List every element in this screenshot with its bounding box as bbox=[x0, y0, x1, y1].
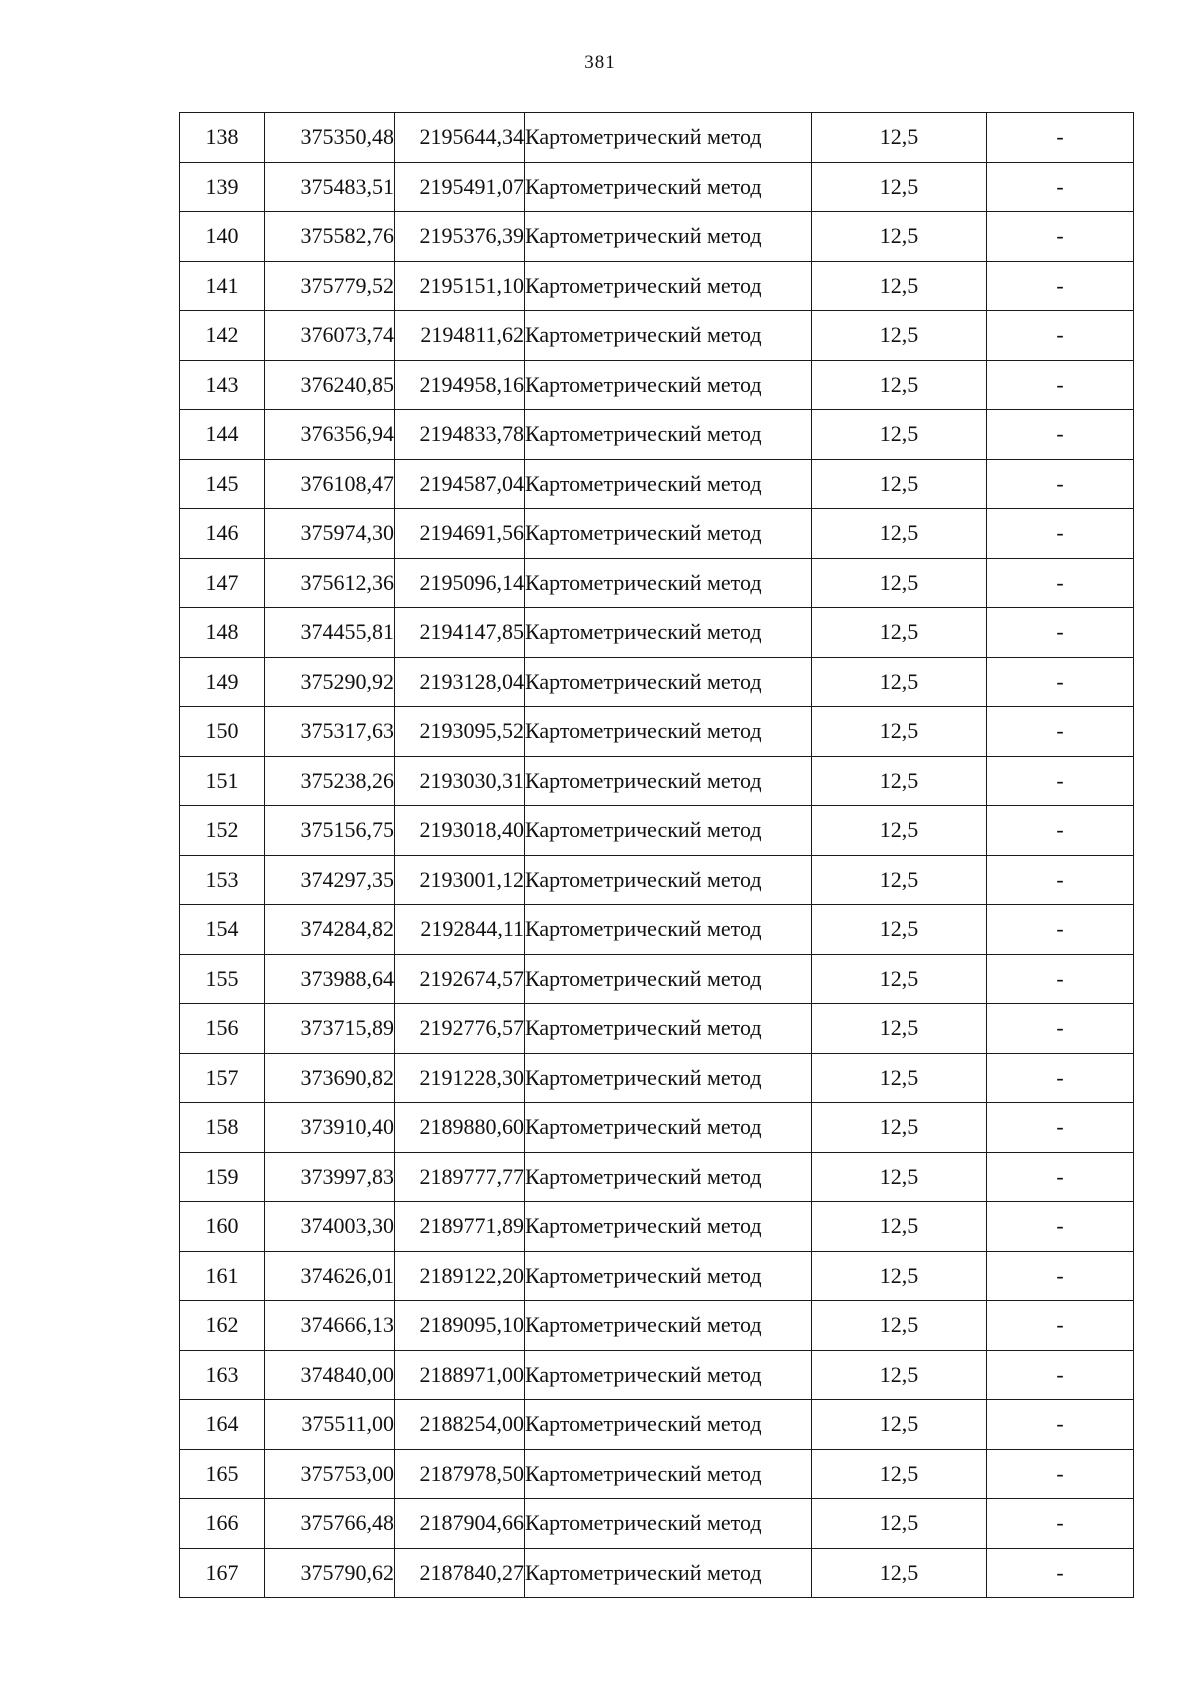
point-number-cell: 152 bbox=[180, 806, 265, 856]
table-row bbox=[180, 954, 1134, 1004]
y-coordinate-cell: 2189122,20 bbox=[395, 1251, 525, 1301]
x-coordinate-cell: 376240,85 bbox=[265, 360, 395, 410]
x-coordinate-cell: 375790,62 bbox=[265, 1548, 395, 1598]
accuracy-cell: 12,5 bbox=[812, 1499, 987, 1549]
table-row bbox=[180, 707, 1134, 757]
method-cell: Картометрический метод bbox=[525, 1053, 812, 1103]
x-coordinate-cell: 375779,52 bbox=[265, 261, 395, 311]
x-coordinate-cell: 374666,13 bbox=[265, 1301, 395, 1351]
point-number-cell: 158 bbox=[180, 1103, 265, 1153]
accuracy-cell: 12,5 bbox=[812, 360, 987, 410]
table-row bbox=[180, 608, 1134, 658]
method-cell: Картометрический метод bbox=[525, 1548, 812, 1598]
accuracy-cell: 12,5 bbox=[812, 756, 987, 806]
accuracy-cell: 12,5 bbox=[812, 459, 987, 509]
point-number-cell: 148 bbox=[180, 608, 265, 658]
y-coordinate-cell: 2191228,30 bbox=[395, 1053, 525, 1103]
x-coordinate-cell: 376108,47 bbox=[265, 459, 395, 509]
method-cell: Картометрический метод bbox=[525, 707, 812, 757]
coordinates-table-body bbox=[180, 113, 1134, 1598]
x-coordinate-cell: 376356,94 bbox=[265, 410, 395, 460]
y-coordinate-cell: 2193095,52 bbox=[395, 707, 525, 757]
point-number-cell: 150 bbox=[180, 707, 265, 757]
description-cell: - bbox=[987, 657, 1134, 707]
table-row bbox=[180, 212, 1134, 262]
method-cell: Картометрический метод bbox=[525, 756, 812, 806]
description-cell: - bbox=[987, 1202, 1134, 1252]
accuracy-cell: 12,5 bbox=[812, 608, 987, 658]
table-row bbox=[180, 1251, 1134, 1301]
y-coordinate-cell: 2194587,04 bbox=[395, 459, 525, 509]
x-coordinate-cell: 375290,92 bbox=[265, 657, 395, 707]
table-row bbox=[180, 261, 1134, 311]
method-cell: Картометрический метод bbox=[525, 806, 812, 856]
description-cell: - bbox=[987, 1152, 1134, 1202]
y-coordinate-cell: 2195151,10 bbox=[395, 261, 525, 311]
point-number-cell: 157 bbox=[180, 1053, 265, 1103]
table-row bbox=[180, 1400, 1134, 1450]
accuracy-cell: 12,5 bbox=[812, 1400, 987, 1450]
description-cell: - bbox=[987, 1103, 1134, 1153]
x-coordinate-cell: 375350,48 bbox=[265, 113, 395, 163]
method-cell: Картометрический метод bbox=[525, 1152, 812, 1202]
point-number-cell: 146 bbox=[180, 509, 265, 559]
method-cell: Картометрический метод bbox=[525, 162, 812, 212]
accuracy-cell: 12,5 bbox=[812, 311, 987, 361]
accuracy-cell: 12,5 bbox=[812, 707, 987, 757]
method-cell: Картометрический метод bbox=[525, 311, 812, 361]
description-cell: - bbox=[987, 1004, 1134, 1054]
point-number-cell: 153 bbox=[180, 855, 265, 905]
description-cell: - bbox=[987, 707, 1134, 757]
accuracy-cell: 12,5 bbox=[812, 1251, 987, 1301]
x-coordinate-cell: 375238,26 bbox=[265, 756, 395, 806]
table-row bbox=[180, 905, 1134, 955]
description-cell: - bbox=[987, 459, 1134, 509]
method-cell: Картометрический метод bbox=[525, 954, 812, 1004]
description-cell: - bbox=[987, 509, 1134, 559]
method-cell: Картометрический метод bbox=[525, 905, 812, 955]
table-row bbox=[180, 360, 1134, 410]
accuracy-cell: 12,5 bbox=[812, 212, 987, 262]
accuracy-cell: 12,5 bbox=[812, 1053, 987, 1103]
description-cell: - bbox=[987, 1499, 1134, 1549]
description-cell: - bbox=[987, 558, 1134, 608]
method-cell: Картометрический метод bbox=[525, 261, 812, 311]
y-coordinate-cell: 2194691,56 bbox=[395, 509, 525, 559]
point-number-cell: 163 bbox=[180, 1350, 265, 1400]
description-cell: - bbox=[987, 261, 1134, 311]
accuracy-cell: 12,5 bbox=[812, 509, 987, 559]
x-coordinate-cell: 374626,01 bbox=[265, 1251, 395, 1301]
x-coordinate-cell: 373715,89 bbox=[265, 1004, 395, 1054]
x-coordinate-cell: 375753,00 bbox=[265, 1449, 395, 1499]
y-coordinate-cell: 2187978,50 bbox=[395, 1449, 525, 1499]
x-coordinate-cell: 375612,36 bbox=[265, 558, 395, 608]
table-row bbox=[180, 1499, 1134, 1549]
description-cell: - bbox=[987, 806, 1134, 856]
method-cell: Картометрический метод bbox=[525, 113, 812, 163]
description-cell: - bbox=[987, 1301, 1134, 1351]
y-coordinate-cell: 2195096,14 bbox=[395, 558, 525, 608]
point-number-cell: 162 bbox=[180, 1301, 265, 1351]
accuracy-cell: 12,5 bbox=[812, 558, 987, 608]
table-row bbox=[180, 509, 1134, 559]
method-cell: Картометрический метод bbox=[525, 1103, 812, 1153]
y-coordinate-cell: 2188254,00 bbox=[395, 1400, 525, 1450]
description-cell: - bbox=[987, 1251, 1134, 1301]
description-cell: - bbox=[987, 1400, 1134, 1450]
point-number-cell: 147 bbox=[180, 558, 265, 608]
point-number-cell: 161 bbox=[180, 1251, 265, 1301]
method-cell: Картометрический метод bbox=[525, 1400, 812, 1450]
y-coordinate-cell: 2194958,16 bbox=[395, 360, 525, 410]
x-coordinate-cell: 375483,51 bbox=[265, 162, 395, 212]
description-cell: - bbox=[987, 113, 1134, 163]
point-number-cell: 138 bbox=[180, 113, 265, 163]
table-row bbox=[180, 1202, 1134, 1252]
method-cell: Картометрический метод bbox=[525, 657, 812, 707]
point-number-cell: 139 bbox=[180, 162, 265, 212]
method-cell: Картометрический метод bbox=[525, 1202, 812, 1252]
x-coordinate-cell: 375317,63 bbox=[265, 707, 395, 757]
y-coordinate-cell: 2187840,27 bbox=[395, 1548, 525, 1598]
x-coordinate-cell: 375766,48 bbox=[265, 1499, 395, 1549]
method-cell: Картометрический метод bbox=[525, 459, 812, 509]
y-coordinate-cell: 2195491,07 bbox=[395, 162, 525, 212]
y-coordinate-cell: 2194811,62 bbox=[395, 311, 525, 361]
accuracy-cell: 12,5 bbox=[812, 1350, 987, 1400]
point-number-cell: 156 bbox=[180, 1004, 265, 1054]
description-cell: - bbox=[987, 311, 1134, 361]
x-coordinate-cell: 376073,74 bbox=[265, 311, 395, 361]
table-row bbox=[180, 756, 1134, 806]
description-cell: - bbox=[987, 1548, 1134, 1598]
x-coordinate-cell: 373997,83 bbox=[265, 1152, 395, 1202]
accuracy-cell: 12,5 bbox=[812, 1301, 987, 1351]
table-row bbox=[180, 806, 1134, 856]
accuracy-cell: 12,5 bbox=[812, 954, 987, 1004]
description-cell: - bbox=[987, 360, 1134, 410]
method-cell: Картометрический метод bbox=[525, 1449, 812, 1499]
accuracy-cell: 12,5 bbox=[812, 1004, 987, 1054]
method-cell: Картометрический метод bbox=[525, 1350, 812, 1400]
table-row bbox=[180, 855, 1134, 905]
table-row bbox=[180, 1301, 1134, 1351]
y-coordinate-cell: 2188971,00 bbox=[395, 1350, 525, 1400]
y-coordinate-cell: 2192776,57 bbox=[395, 1004, 525, 1054]
x-coordinate-cell: 375974,30 bbox=[265, 509, 395, 559]
point-number-cell: 167 bbox=[180, 1548, 265, 1598]
description-cell: - bbox=[987, 1053, 1134, 1103]
y-coordinate-cell: 2189095,10 bbox=[395, 1301, 525, 1351]
y-coordinate-cell: 2193030,31 bbox=[395, 756, 525, 806]
y-coordinate-cell: 2194833,78 bbox=[395, 410, 525, 460]
accuracy-cell: 12,5 bbox=[812, 1449, 987, 1499]
table-row bbox=[180, 1004, 1134, 1054]
table-row bbox=[180, 1548, 1134, 1598]
description-cell: - bbox=[987, 1350, 1134, 1400]
accuracy-cell: 12,5 bbox=[812, 806, 987, 856]
description-cell: - bbox=[987, 954, 1134, 1004]
table-row bbox=[180, 1350, 1134, 1400]
y-coordinate-cell: 2192844,11 bbox=[395, 905, 525, 955]
method-cell: Картометрический метод bbox=[525, 360, 812, 410]
y-coordinate-cell: 2194147,85 bbox=[395, 608, 525, 658]
accuracy-cell: 12,5 bbox=[812, 261, 987, 311]
description-cell: - bbox=[987, 212, 1134, 262]
x-coordinate-cell: 374840,00 bbox=[265, 1350, 395, 1400]
description-cell: - bbox=[987, 608, 1134, 658]
table-row bbox=[180, 410, 1134, 460]
point-number-cell: 160 bbox=[180, 1202, 265, 1252]
description-cell: - bbox=[987, 756, 1134, 806]
y-coordinate-cell: 2193128,04 bbox=[395, 657, 525, 707]
x-coordinate-cell: 373988,64 bbox=[265, 954, 395, 1004]
point-number-cell: 166 bbox=[180, 1499, 265, 1549]
accuracy-cell: 12,5 bbox=[812, 113, 987, 163]
accuracy-cell: 12,5 bbox=[812, 1103, 987, 1153]
y-coordinate-cell: 2192674,57 bbox=[395, 954, 525, 1004]
method-cell: Картометрический метод bbox=[525, 1301, 812, 1351]
x-coordinate-cell: 373690,82 bbox=[265, 1053, 395, 1103]
method-cell: Картометрический метод bbox=[525, 410, 812, 460]
description-cell: - bbox=[987, 162, 1134, 212]
point-number-cell: 143 bbox=[180, 360, 265, 410]
accuracy-cell: 12,5 bbox=[812, 1152, 987, 1202]
x-coordinate-cell: 374297,35 bbox=[265, 855, 395, 905]
y-coordinate-cell: 2187904,66 bbox=[395, 1499, 525, 1549]
point-number-cell: 140 bbox=[180, 212, 265, 262]
x-coordinate-cell: 374455,81 bbox=[265, 608, 395, 658]
x-coordinate-cell: 374284,82 bbox=[265, 905, 395, 955]
table-row bbox=[180, 1053, 1134, 1103]
method-cell: Картометрический метод bbox=[525, 608, 812, 658]
point-number-cell: 165 bbox=[180, 1449, 265, 1499]
table-row bbox=[180, 1449, 1134, 1499]
point-number-cell: 142 bbox=[180, 311, 265, 361]
y-coordinate-cell: 2193001,12 bbox=[395, 855, 525, 905]
accuracy-cell: 12,5 bbox=[812, 855, 987, 905]
y-coordinate-cell: 2195644,34 bbox=[395, 113, 525, 163]
method-cell: Картометрический метод bbox=[525, 509, 812, 559]
table-row bbox=[180, 1103, 1134, 1153]
table-row bbox=[180, 558, 1134, 608]
y-coordinate-cell: 2189777,77 bbox=[395, 1152, 525, 1202]
x-coordinate-cell: 373910,40 bbox=[265, 1103, 395, 1153]
page-number: 381 bbox=[584, 52, 616, 73]
accuracy-cell: 12,5 bbox=[812, 905, 987, 955]
y-coordinate-cell: 2189880,60 bbox=[395, 1103, 525, 1153]
coordinates-table bbox=[179, 112, 1134, 1598]
description-cell: - bbox=[987, 1449, 1134, 1499]
point-number-cell: 151 bbox=[180, 756, 265, 806]
accuracy-cell: 12,5 bbox=[812, 657, 987, 707]
point-number-cell: 141 bbox=[180, 261, 265, 311]
x-coordinate-cell: 375582,76 bbox=[265, 212, 395, 262]
point-number-cell: 145 bbox=[180, 459, 265, 509]
description-cell: - bbox=[987, 410, 1134, 460]
point-number-cell: 159 bbox=[180, 1152, 265, 1202]
accuracy-cell: 12,5 bbox=[812, 1202, 987, 1252]
method-cell: Картометрический метод bbox=[525, 1499, 812, 1549]
table-row bbox=[180, 459, 1134, 509]
method-cell: Картометрический метод bbox=[525, 558, 812, 608]
accuracy-cell: 12,5 bbox=[812, 410, 987, 460]
point-number-cell: 149 bbox=[180, 657, 265, 707]
y-coordinate-cell: 2195376,39 bbox=[395, 212, 525, 262]
method-cell: Картометрический метод bbox=[525, 212, 812, 262]
table-row bbox=[180, 162, 1134, 212]
table-row bbox=[180, 657, 1134, 707]
method-cell: Картометрический метод bbox=[525, 1251, 812, 1301]
point-number-cell: 144 bbox=[180, 410, 265, 460]
accuracy-cell: 12,5 bbox=[812, 162, 987, 212]
x-coordinate-cell: 375156,75 bbox=[265, 806, 395, 856]
method-cell: Картометрический метод bbox=[525, 1004, 812, 1054]
x-coordinate-cell: 375511,00 bbox=[265, 1400, 395, 1450]
point-number-cell: 154 bbox=[180, 905, 265, 955]
x-coordinate-cell: 374003,30 bbox=[265, 1202, 395, 1252]
description-cell: - bbox=[987, 855, 1134, 905]
description-cell: - bbox=[987, 905, 1134, 955]
point-number-cell: 164 bbox=[180, 1400, 265, 1450]
method-cell: Картометрический метод bbox=[525, 855, 812, 905]
table-row bbox=[180, 113, 1134, 163]
accuracy-cell: 12,5 bbox=[812, 1548, 987, 1598]
point-number-cell: 155 bbox=[180, 954, 265, 1004]
y-coordinate-cell: 2189771,89 bbox=[395, 1202, 525, 1252]
table-row bbox=[180, 311, 1134, 361]
table-row bbox=[180, 1152, 1134, 1202]
y-coordinate-cell: 2193018,40 bbox=[395, 806, 525, 856]
